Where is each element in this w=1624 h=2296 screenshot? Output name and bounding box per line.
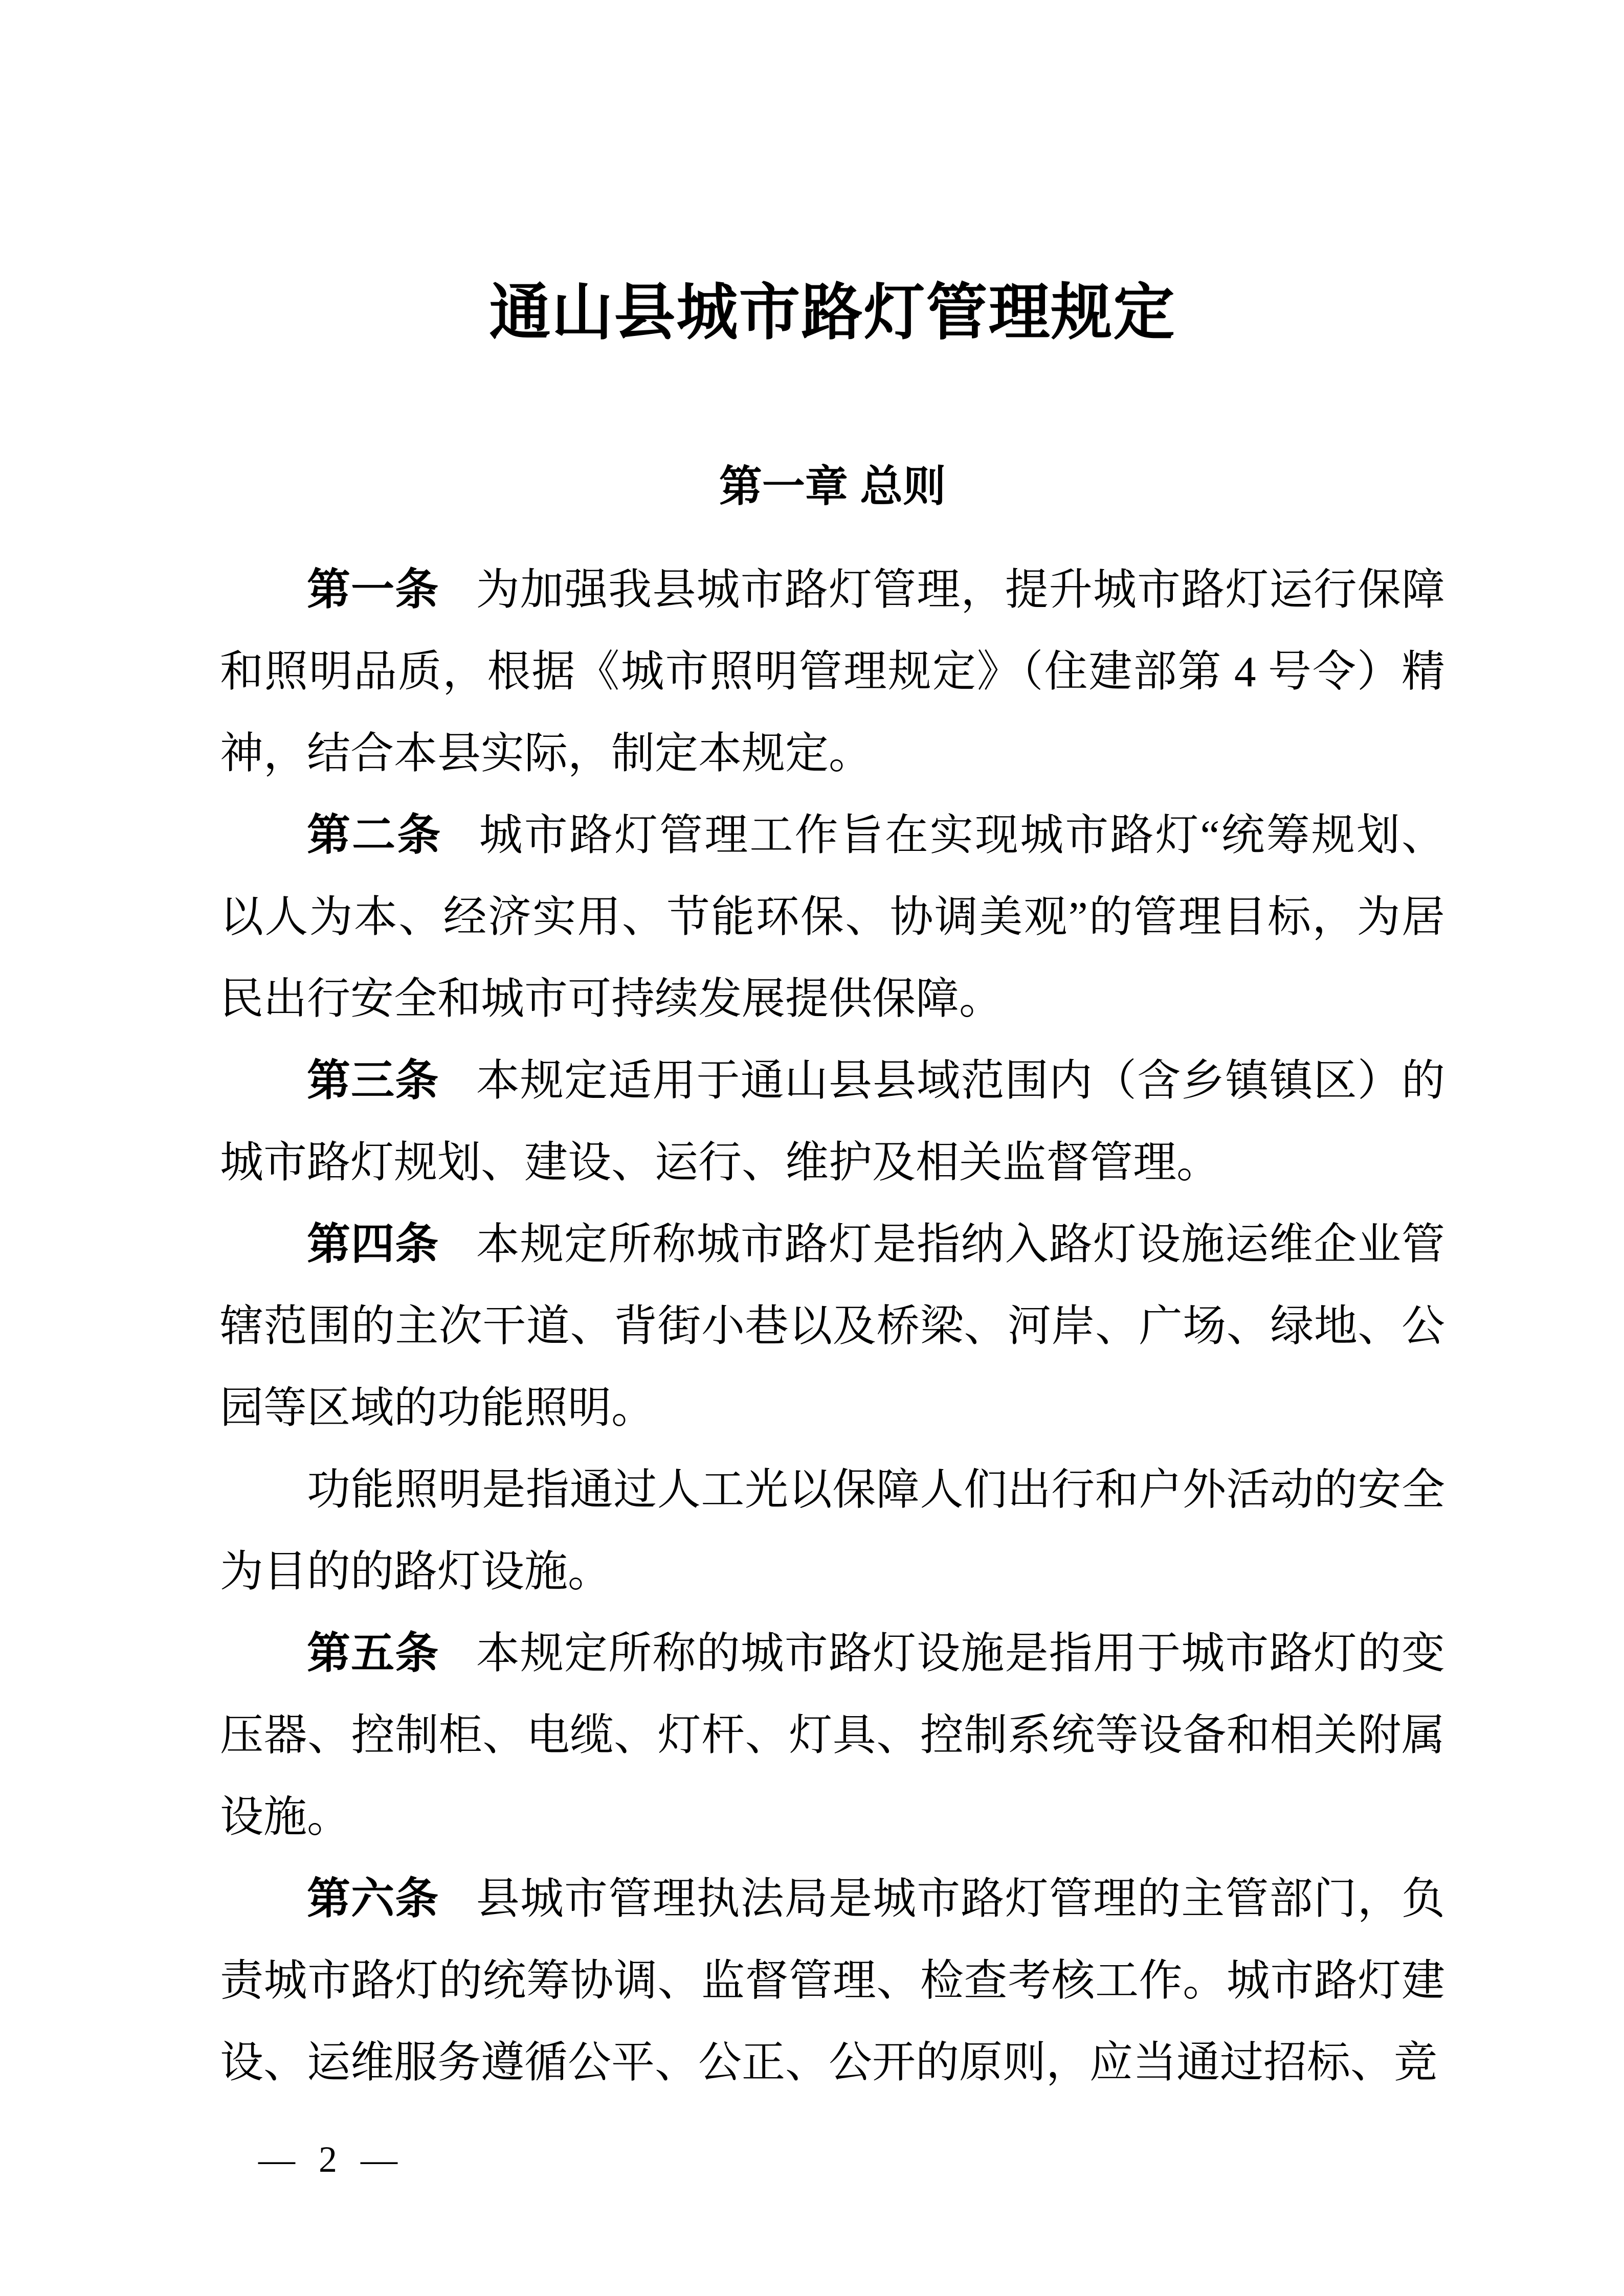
article-3-paragraph xyxy=(220,1040,1445,1204)
article-6-number: 第六条 xyxy=(307,1875,439,1923)
article-6-text: 县城市管理执法局是城市路灯管理的主管部门，负责城市路灯的统筹协调、监督管理、检查考核工作。城市路灯建设、运维服务遵循公平、公正、公开的原则，应当通过招标、竞 xyxy=(220,1875,1445,2087)
page-number: — 2 — xyxy=(258,2139,405,2180)
article-1-paragraph xyxy=(220,549,1445,795)
article-2-number: 第二条 xyxy=(307,811,442,860)
definition-paragraph xyxy=(220,1449,1445,1613)
article-1-number: 第一条 xyxy=(307,566,439,614)
article-6-paragraph xyxy=(220,1858,1445,2104)
document-title: 通山县城市路灯管理规定 xyxy=(489,279,1176,347)
article-4-paragraph xyxy=(220,1204,1445,1449)
article-2-text: 城市路灯管理工作旨在实现城市路灯“统筹规划、以人为本、经济实用、节能环保、协调美观”的管理目标，为居民出行安全和城市可持续发展提供保障。 xyxy=(220,812,1445,1023)
definition-paragraph-text: 功能照明是指通过人工光以保障人们出行和户外活动的安全为目的的路灯设施。 xyxy=(220,1466,1445,1596)
article-5-number: 第五条 xyxy=(307,1629,439,1678)
document-body xyxy=(220,549,1445,2104)
article-4-text: 本规定所称城市路灯是指纳入路灯设施运维企业管辖范围的主次干道、背街小巷以及桥梁、河岸、广场、绿地、公园等区域的功能照明。 xyxy=(220,1221,1445,1432)
article-5-text: 本规定所称的城市路灯设施是指用于城市路灯的变压器、控制柜、电缆、灯杆、灯具、控制系统等设备和相关附属设施。 xyxy=(220,1630,1445,1841)
chapter-heading: 第一章 总则 xyxy=(719,462,946,510)
article-2-paragraph xyxy=(220,795,1445,1040)
article-3-text: 本规定适用于通山县县域范围内（含乡镇镇区）的城市路灯规划、建设、运行、维护及相关监督管理。 xyxy=(220,1057,1445,1187)
article-4-number: 第四条 xyxy=(307,1220,439,1269)
article-5-paragraph xyxy=(220,1613,1445,1858)
article-1-text: 为加强我县城市路灯管理，提升城市路灯运行保障和照明品质，根据《城市照明管理规定》（住建部第 4 号令）精神，结合本县实际，制定本规定。 xyxy=(220,566,1445,778)
article-3-number: 第三条 xyxy=(307,1056,439,1105)
